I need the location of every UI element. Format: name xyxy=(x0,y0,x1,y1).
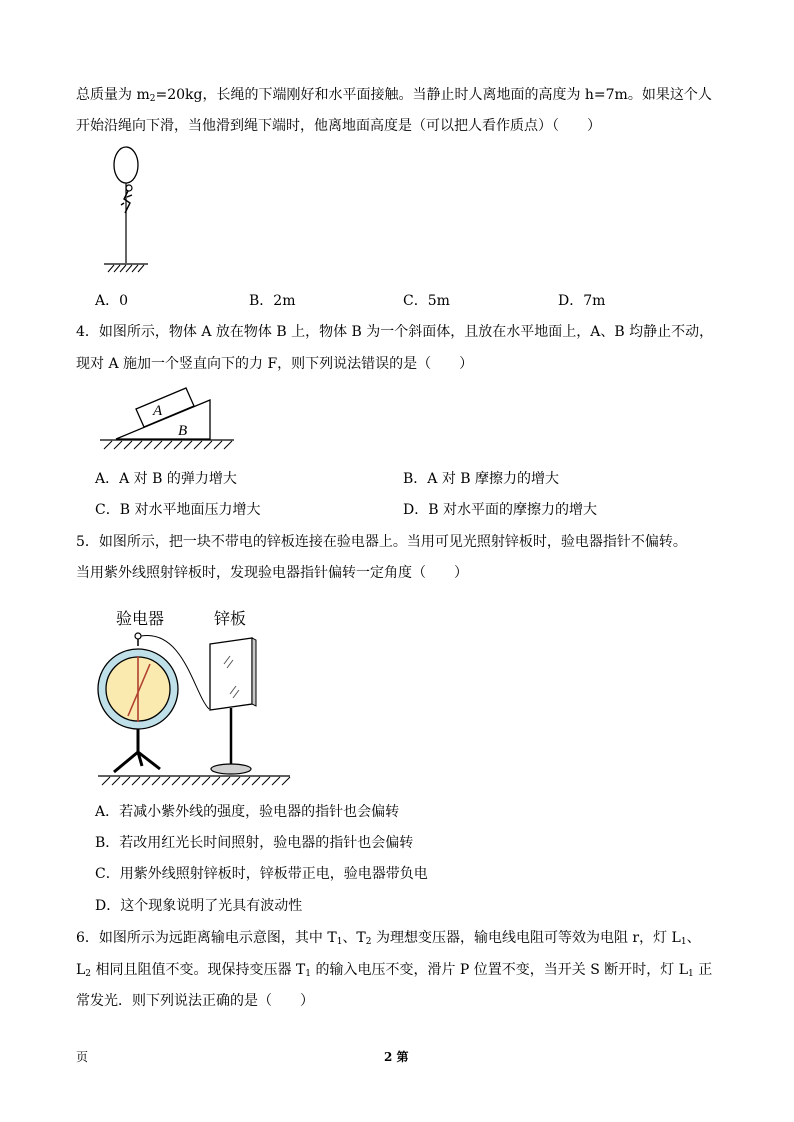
q3-option-d: D．7m xyxy=(558,293,606,309)
q5-option-d: D．这个现象说明了光具有波动性 xyxy=(95,898,303,914)
q4-figure-incline xyxy=(98,382,242,454)
q4-option-b: B．A 对 B 摩擦力的增大 xyxy=(403,471,560,487)
q6-stem-line2: $L_2$ 相同且阻值不变。现保持变压器 $T_1$ 的输入电压不变，滑片 P 位置不变，当开关 S 断开时，灯 $L_1$ 正 xyxy=(76,962,713,979)
q5-stem-line2: 当用紫外线照射锌板时，发现验电器指针偏转一定角度（ ） xyxy=(76,565,468,581)
footer-page-number: 2 第 xyxy=(384,1050,409,1064)
q4-option-d: D．B 对水平面的摩擦力的增大 xyxy=(403,502,597,518)
q3-option-a: A．0 xyxy=(95,293,129,309)
q4-option-a: A．A 对 B 的弹力增大 xyxy=(95,471,237,487)
q5-label-electroscope: 验电器 xyxy=(116,609,165,628)
q3-option-c: C．5m xyxy=(403,293,450,309)
footer-left: 页 xyxy=(76,1050,89,1064)
q3-option-b: B．2m xyxy=(249,293,296,309)
q3-stem-line2: 开始沿绳向下滑，当他滑到绳下端时，他离地面高度是（可以把人看作质点）（ ） xyxy=(76,118,601,134)
q4-stem-line2: 现对 A 施加一个竖直向下的力 F，则下列说法错误的是（ ） xyxy=(76,356,474,372)
q3-figure-balloon-rope xyxy=(98,145,154,273)
q3-stem-line1: 总质量为 $m_2=20kg$，长绳的下端刚好和水平面接触。当静止时人离地面的高度为 h=7m。如果这个人 xyxy=(76,87,712,104)
q4-stem-line1: 4．如图所示，物体 A 放在物体 B 上，物体 B 为一个斜面体，且放在水平地面上，A、B 均静止不动， xyxy=(76,324,714,340)
q6-stem-line1: 6．如图所示为远距离输电示意图，其中 $T_1$、$T_2$ 为理想变压器，输电线电阻可等效为电阻 r，灯 $L_1$、 xyxy=(76,930,701,947)
q4-option-c: C．B 对水平地面压力增大 xyxy=(95,502,261,518)
q5-option-a: A．若减小紫外线的强度，验电器的指针也会偏转 xyxy=(95,804,400,820)
q5-figure-electroscope xyxy=(94,604,294,790)
q5-option-c: C．用紫外线照射锌板时，锌板带正电，验电器带负电 xyxy=(95,866,428,882)
q5-label-zinc-plate: 锌板 xyxy=(214,609,247,628)
q4-label-a: A xyxy=(153,403,163,419)
q5-stem-line1: 5．如图所示，把一块不带电的锌板连接在验电器上。当用可见光照射锌板时，验电器指针不偏转。 xyxy=(76,534,687,550)
q6-stem-line3: 常发光．则下列说法正确的是（ ） xyxy=(76,993,314,1009)
q5-option-b: B．若改用红光长时间照射，验电器的指针也会偏转 xyxy=(95,835,414,851)
q4-label-b: B xyxy=(178,423,188,439)
